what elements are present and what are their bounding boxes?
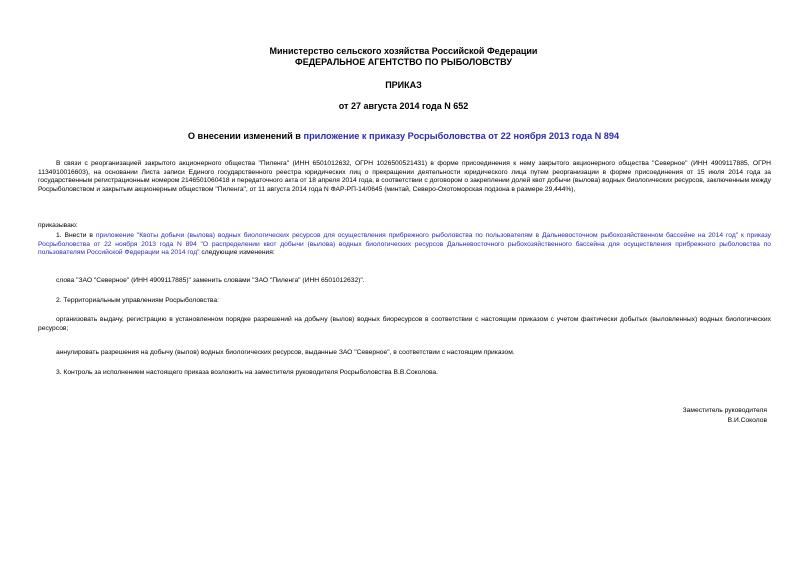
item-1 [38,232,771,258]
subject-prefix: О внесении изменений в [187,131,304,141]
intro-paragraph: В связи с реорганизацией закрытого акционерного общества "Пиленга" (ИНН 6501012632, ОГРН 1026500521431) в форме присоединения к нему закрытого акционерного общества "Северное" (ИНН 4909117885, ОГРН 1134910016603), на основании Листа записи Единого государственного реестра юридических лиц о прекращении деятельности юридического лица путем реорганизации в форме присоединения от 15 июля 2014 года за государственным регистрационным номером 2146501060418 и передаточного акта от 18 апреля 2014 года, в соответствии с договором о закреплении долей квот добычи (вылова) водных биологических ресурсов, заключенным между Росрыболовством и закрытым акционерным обществом "Пиленга", от 11 августа 2014 года N ФАР-РП-14/0645 (минтай, Северо-Охотоморская подзона в размере 29,444%), [38,160,771,193]
signature-position: Заместитель руководителя [682,407,767,414]
document-subject [0,131,807,142]
replace-paragraph: слова "ЗАО "Северное" (ИНН 4909117885)" заменить словами "ЗАО "Пиленга" (ИНН 6501012632)". [56,277,365,284]
item-3: 3. Контроль за исполнением настоящего приказа возложить на заместителя руководителя Росрыболовства В.В.Соколова. [56,369,439,376]
item-1-suffix: следующие изменения: [199,249,275,257]
subject-link[interactable]: приложение к приказу Росрыболовства от 22 ноября 2013 года N 894 [303,131,620,141]
document-type: ПРИКАЗ [385,80,422,90]
agency-name: ФЕДЕРАЛЬНОЕ АГЕНТСТВО ПО РЫБОЛОВСТВУ [295,57,512,67]
order-word: приказываю: [38,222,78,229]
item-1-link[interactable]: приложение "Квоты добычи (вылова) водных биологических ресурсов для осуществления прибрежного рыболовства по пользователям в Дальневосточном рыбохозяйственном бассейне на 2014 год" к приказу Росрыболовства от 22 ноября 2013 года N 894 "О распределении квот добычи (вылова) водных биологических ресурсов Дальневосточного рыбохозяйственного бассейна для осуществления прибрежного рыболовства по пользователям Российской Федерации на 2014 год" [38,232,771,257]
document-date: от 27 августа 2014 года N 652 [338,101,469,111]
signature-name: В.И.Соколов [727,417,767,424]
item-2a: организовать выдачу, регистрацию в установленном порядке разрешений на добычу (вылов) водных биоресурсов в соответствии с настоящим приказом с учетом фактически добытых (выловленных) водных биологических ресурсов; [38,316,771,332]
ministry-name: Министерство сельского хозяйства Российской Федерации [269,46,538,56]
item-2: 2. Территориальным управлениям Росрыболовства: [56,297,219,304]
item-1-prefix: 1. Внести в [56,232,96,239]
item-2b: аннулировать разрешения на добычу (вылов) водных биологических ресурсов, выданные ЗАО "Северное", в соответствии с настоящим приказом. [56,349,515,356]
